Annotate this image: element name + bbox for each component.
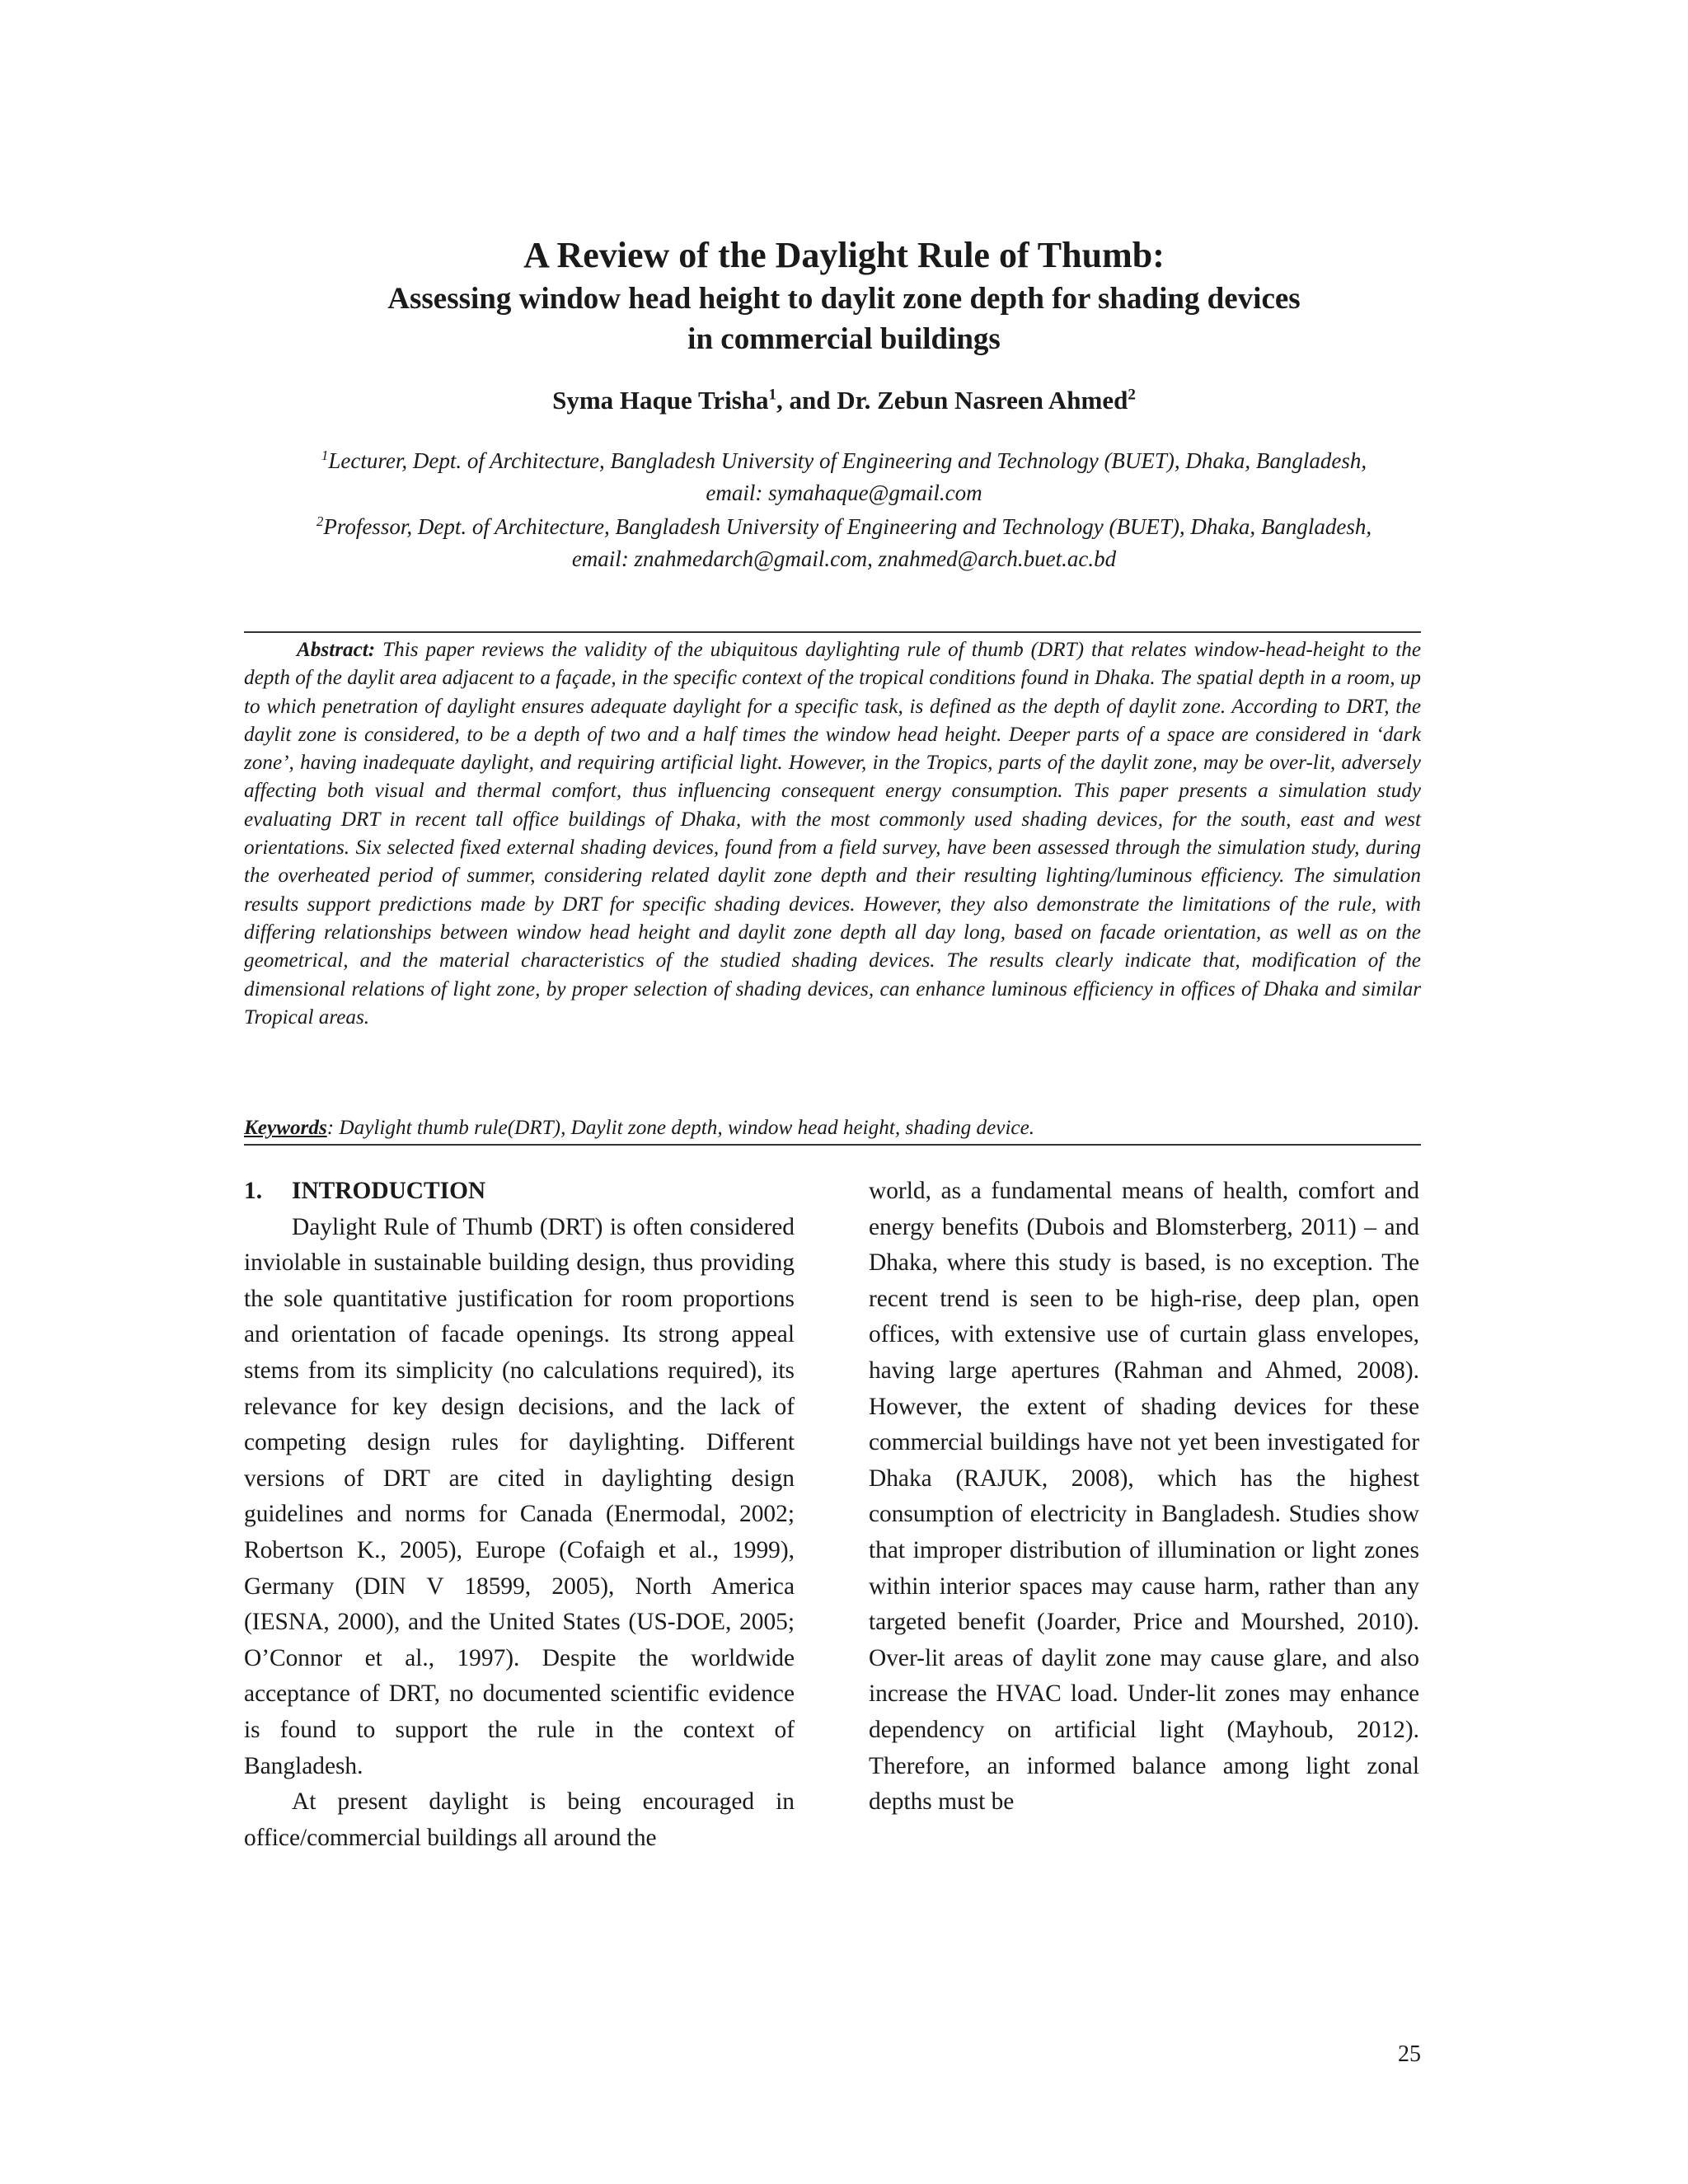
affiliation-2 — [239, 511, 1449, 575]
affiliation-1-text: Lecturer, Dept. of Architecture, Bangladesh University of Engineering and Technology (BUET), Dhaka, Bangladesh, — [328, 448, 1367, 473]
abstract-label: Abstract: — [297, 639, 376, 661]
body-column-right — [869, 1174, 1419, 1821]
affiliation-1 — [239, 445, 1449, 509]
subtitle-line-2: in commercial buildings — [687, 322, 1001, 356]
author-2: Dr. Zebun Nasreen Ahmed — [837, 386, 1128, 415]
affiliation-2-mark: 2 — [316, 513, 324, 529]
intro-paragraph-2: At present daylight is being encouraged in office/commercial buildings all around the — [244, 1788, 795, 1851]
affiliation-1-email: email: symahaque@gmail.com — [706, 480, 982, 505]
section-heading — [244, 1174, 795, 1210]
page-number: 25 — [1398, 2041, 1421, 2067]
keywords-label: Keywords — [244, 1117, 327, 1139]
section-number: 1. — [244, 1178, 263, 1204]
keywords-bottom-rule — [244, 1144, 1421, 1146]
author-2-affiliation-mark: 2 — [1128, 386, 1136, 404]
intro-paragraph-2-continued: world, as a fundamental means of health, comfort and energy benefits (Dubois and Blomsterberg, 2011) – and Dhaka, where this study is based, is no exception. The recent trend is seen to be high-rise, deep plan, open offices, with extensive use of curtain glass envelopes, having large apertures (Rahman and Ahmed, 2008). However, the extent of shading devices for these commercial buildings have not yet been investigated for Dhaka (RAJUK, 2008), which has the highest consumption of electricity in Bangladesh. Studies show that improper distribution of illumination or light zones within interior spaces may cause harm, rather than any targeted benefit (Joarder, Price and Mourshed, 2010). Over-lit areas of daylit zone may cause glare, and also increase the HVAC load. Under-lit zones may enhance dependency on artificial light (Mayhoub, 2012). Therefore, an informed balance among light zonal depths must be — [869, 1178, 1419, 1816]
author-1: Syma Haque Trisha — [552, 386, 769, 415]
paper-title: A Review of the Daylight Rule of Thumb: — [523, 235, 1165, 275]
affiliation-2-text: Professor, Dept. of Architecture, Bangladesh University of Engineering and Technology (BUET), Dhaka, Bangladesh, — [323, 514, 1372, 539]
affiliation-1-mark: 1 — [321, 448, 329, 463]
abstract-text: This paper reviews the validity of the ubiquitous daylighting rule of thumb (DRT) that relates window-head-height to the depth of the daylit area adjacent to a façade, in the specific context of the tropical conditions found in Dhaka. The spatial depth in a room, up to which penetration of daylight ensures adequate daylight for a specific task, is defined as the depth of daylit zone. According to DRT, the daylit zone is considered, to be a depth of two and a half times the window head height. Deeper parts of a space are considered in ‘dark zone’, having inadequate daylight, and requiring artificial light. However, in the Tropics, parts of the daylit zone, may be over-lit, adversely affecting both visual and thermal comfort, thus influencing consequent energy consumption. This paper presents a simulation study evaluating DRT in recent tall office buildings of Dhaka, with the most commonly used shading devices, for the south, east and west orientations. Six selected fixed external shading devices, found from a field survey, have been assessed through the simulation study, during the overheated period of summer, considering related daylit zone depth and their resulting lighting/luminous efficiency. The simulation results support predictions made by DRT for specific shading devices. However, they also demonstrate the limitations of the rule, with differing relationships between window head height and daylit zone depth all day long, based on facade orientation, as well as on the geometrical, and the material characteristics of the studied shading devices. The results clearly indicate that, modification of the dimensional relations of light zone, by proper selection of shading devices, can enhance luminous efficiency in offices of Dhaka and similar Tropical areas. — [244, 639, 1422, 1029]
intro-paragraph-1: Daylight Rule of Thumb (DRT) is often considered inviolable in sustainable building design, thus providing the sole quantitative justification for room proportions and orientation of facade openings. Its strong appeal stems from its simplicity (no calculations required), its relevance for key design decisions, and the lack of competing design rules for daylighting. Different versions of DRT are cited in daylighting design guidelines and norms for Canada (Enermodal, 2002; Robertson K., 2005), Europe (Cofaigh et al., 1999), Germany (DIN V 18599, 2005), North America (IESNA, 2000), and the United States (US-DOE, 2005; O’Connor et al., 1997). Despite the worldwide acceptance of DRT, no documented scientific evidence is found to support the rule in the context of Bangladesh. — [244, 1213, 795, 1779]
author-1-affiliation-mark: 1 — [768, 386, 777, 404]
abstract-top-rule — [244, 631, 1421, 633]
paper-subtitle — [239, 279, 1449, 359]
author-separator: , and — [776, 386, 837, 415]
keywords-text: : Daylight thumb rule(DRT), Daylit zone depth, window head height, shading device. — [326, 1117, 1035, 1139]
author-list — [239, 384, 1449, 417]
keywords — [244, 1114, 1421, 1142]
affiliation-2-email: email: znahmedarch@gmail.com, znahmed@arch.buet.ac.bd — [571, 546, 1117, 571]
body-column-left — [244, 1174, 795, 1856]
subtitle-line-1: Assessing window head height to daylit zone depth for shading devices — [387, 282, 1301, 316]
section-title: INTRODUCTION — [292, 1178, 486, 1204]
abstract — [244, 636, 1421, 1032]
